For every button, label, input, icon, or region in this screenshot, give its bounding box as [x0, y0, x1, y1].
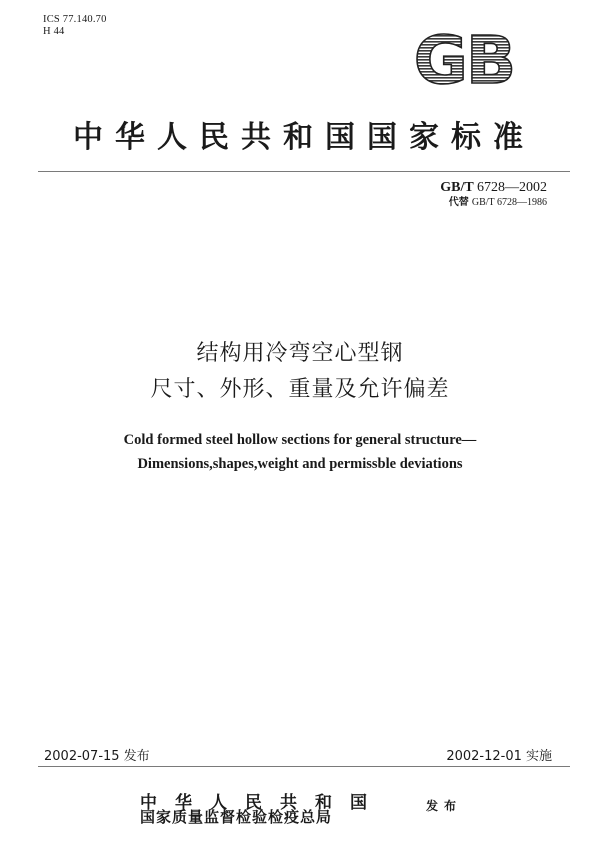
en-title-line1: Cold formed steel hollow sections for general structure—	[123, 432, 477, 448]
standard-code: 6728—2002	[477, 180, 547, 195]
gb-logo	[404, 26, 524, 90]
replaces-code: GB/T 6728—1986	[471, 197, 547, 208]
cn-title-line1: 结构用冷弯空心型钢	[196, 341, 404, 366]
issuer-name-line2: 国家质量监督检验检疫总局	[140, 808, 333, 826]
replaces-line	[449, 197, 547, 209]
bottom-divider	[38, 766, 570, 767]
standard-number	[440, 180, 547, 196]
ics-code: ICS 77.140.70	[43, 14, 107, 25]
standard-body-title: 中华人民共和国国家标准	[73, 120, 535, 155]
standard-prefix: GB/T	[440, 180, 474, 195]
class-code: H 44	[43, 26, 65, 37]
classification-codes	[43, 14, 107, 38]
cn-title-line2: 尺寸、外形、重量及允许偏差	[150, 377, 450, 402]
issue-date: 2002-07-15 发布	[44, 749, 150, 764]
replaces-label: 代替	[448, 197, 469, 208]
top-divider	[38, 171, 570, 172]
implementation-date: 2002-12-01 实施	[446, 749, 552, 764]
en-title-line2: Dimensions,shapes,weight and permissble deviations	[137, 456, 463, 472]
publish-label: 发布	[426, 799, 463, 813]
issuer-name-line1: 中华人民共和国	[140, 793, 385, 813]
gb-logo-text: GB	[413, 26, 515, 90]
